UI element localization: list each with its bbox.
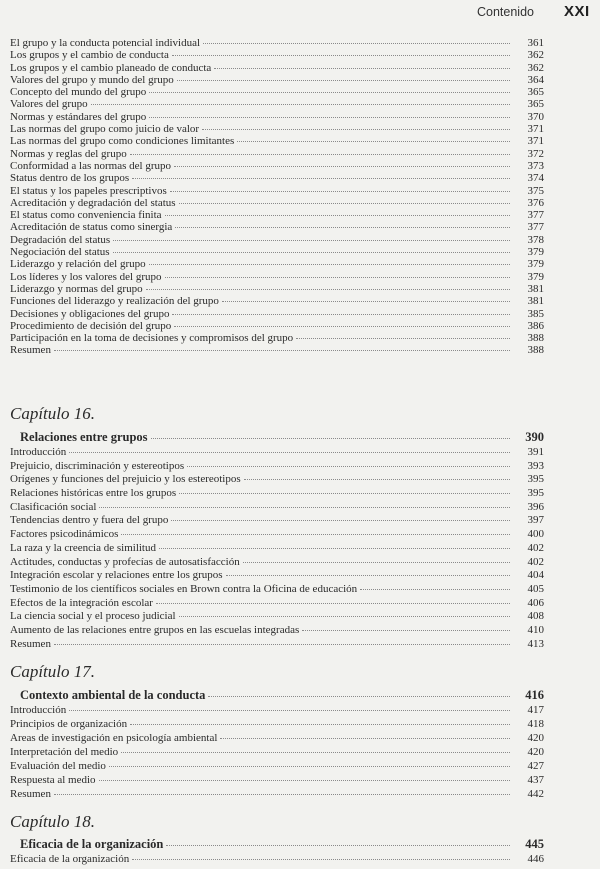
dot-leader bbox=[170, 191, 510, 192]
entry-title: Eficacia de la organización bbox=[10, 853, 130, 865]
dot-leader bbox=[175, 227, 510, 228]
entry-title: La raza y la creencia de similitud bbox=[10, 541, 156, 554]
entry-page: 413 bbox=[527, 637, 544, 650]
dot-leader bbox=[54, 794, 510, 795]
entry-page: 445 bbox=[525, 837, 544, 851]
toc-entry bbox=[10, 528, 544, 542]
entry-title: El status y los papeles prescriptivos bbox=[10, 184, 167, 197]
toc-entry bbox=[10, 295, 544, 307]
entry-title: Funciones del liderazgo y realización del grupo bbox=[10, 295, 219, 308]
entry-title: Introducción bbox=[10, 446, 67, 458]
dot-leader bbox=[149, 92, 510, 93]
entry-title: Clasificación social bbox=[10, 500, 97, 513]
entry-title: Contexto ambiental de la conducta bbox=[20, 688, 206, 702]
toc-entry bbox=[10, 732, 544, 746]
entry-page: 365 bbox=[527, 86, 544, 99]
dot-leader bbox=[226, 575, 510, 576]
toc-entry bbox=[10, 197, 544, 209]
entry-page: 388 bbox=[527, 344, 544, 357]
entry-page: 381 bbox=[527, 282, 544, 295]
entry-page: 376 bbox=[527, 196, 544, 209]
dot-leader bbox=[214, 68, 510, 69]
dot-leader bbox=[179, 616, 510, 617]
chapter-title-entry bbox=[10, 837, 544, 853]
entry-page: 377 bbox=[527, 221, 544, 234]
dot-leader bbox=[99, 780, 510, 781]
entry-page: 418 bbox=[527, 718, 544, 730]
toc-entry bbox=[10, 234, 544, 246]
toc-entry bbox=[10, 460, 544, 474]
toc-entry bbox=[10, 542, 544, 556]
dot-leader bbox=[109, 766, 510, 767]
toc-entry bbox=[10, 221, 544, 233]
entry-title: Participación en la toma de decisiones y compromisos del grupo bbox=[10, 332, 294, 345]
dot-leader bbox=[166, 845, 510, 846]
toc-entry bbox=[10, 473, 544, 487]
dot-leader bbox=[121, 534, 510, 535]
dot-leader bbox=[130, 724, 510, 725]
entry-title: Resumen bbox=[10, 344, 51, 357]
dot-leader bbox=[172, 314, 510, 315]
chapter-17-label: Capítulo 17. bbox=[10, 662, 96, 681]
toc-entry bbox=[10, 160, 544, 172]
entry-page: 391 bbox=[527, 446, 544, 458]
entry-page: 395 bbox=[527, 473, 544, 486]
toc-entry bbox=[10, 514, 544, 528]
entry-page: 379 bbox=[527, 246, 544, 259]
entry-page: 446 bbox=[527, 853, 544, 865]
toc-entry bbox=[10, 49, 544, 61]
dot-leader bbox=[151, 438, 510, 439]
entry-page: 365 bbox=[527, 98, 544, 111]
toc-entry bbox=[10, 209, 544, 221]
entry-page: 362 bbox=[527, 61, 544, 74]
entry-page: 372 bbox=[527, 147, 544, 160]
entry-page: 388 bbox=[527, 332, 544, 345]
dot-leader bbox=[69, 452, 510, 453]
entry-page: 405 bbox=[527, 582, 544, 595]
entry-page: 420 bbox=[527, 732, 544, 744]
dot-leader bbox=[220, 738, 510, 739]
entry-page: 375 bbox=[527, 184, 544, 197]
entry-page: 379 bbox=[527, 270, 544, 283]
entry-page: 400 bbox=[527, 528, 544, 541]
toc-chapter-16 bbox=[10, 430, 544, 651]
dot-leader bbox=[146, 289, 510, 290]
entry-title: Liderazgo y normas del grupo bbox=[10, 282, 143, 295]
toc-entry bbox=[10, 185, 544, 197]
entry-title: Conformidad a las normas del grupo bbox=[10, 159, 171, 172]
entry-title: Procedimiento de decisión del grupo bbox=[10, 319, 172, 332]
dot-leader bbox=[130, 154, 510, 155]
entry-title: Prejuicio, discriminación y estereotipos bbox=[10, 459, 185, 472]
toc-entry bbox=[10, 283, 544, 295]
toc-entry bbox=[10, 148, 544, 160]
dot-leader bbox=[360, 589, 510, 590]
entry-title: Interpretación del medio bbox=[10, 746, 119, 758]
toc-entry bbox=[10, 583, 544, 597]
entry-page: 396 bbox=[527, 500, 544, 513]
dot-leader bbox=[203, 43, 510, 44]
dot-leader bbox=[174, 326, 510, 327]
entry-page: 377 bbox=[527, 209, 544, 222]
dot-leader bbox=[222, 301, 510, 302]
entry-page: 442 bbox=[527, 788, 544, 800]
entry-page: 373 bbox=[527, 159, 544, 172]
toc-entry bbox=[10, 271, 544, 283]
entry-page: 402 bbox=[527, 555, 544, 568]
entry-title: Las normas del grupo como condiciones limitantes bbox=[10, 135, 235, 148]
toc-entry bbox=[10, 556, 544, 570]
entry-title: Relaciones entre grupos bbox=[20, 430, 148, 444]
entry-title: Respuesta al medio bbox=[10, 774, 96, 786]
entry-title: Normas y reglas del grupo bbox=[10, 147, 127, 160]
dot-leader bbox=[165, 215, 510, 216]
dot-leader bbox=[149, 117, 510, 118]
dot-leader bbox=[208, 696, 510, 697]
entry-title: Tendencias dentro y fuera del grupo bbox=[10, 514, 169, 527]
toc-entry bbox=[10, 74, 544, 86]
dot-leader bbox=[244, 479, 510, 480]
toc-chapter-17 bbox=[10, 688, 544, 802]
toc-entry bbox=[10, 597, 544, 611]
dot-leader bbox=[149, 264, 510, 265]
chapter-16-label: Capítulo 16. bbox=[10, 404, 96, 423]
dot-leader bbox=[54, 644, 510, 645]
dot-leader bbox=[54, 350, 510, 351]
entry-page: 361 bbox=[527, 37, 544, 49]
entry-title: Resumen bbox=[10, 788, 51, 800]
toc-entry bbox=[10, 258, 544, 270]
entry-page: 393 bbox=[527, 459, 544, 472]
entry-page: 390 bbox=[525, 430, 544, 444]
entry-title: Valores del grupo y mundo del grupo bbox=[10, 73, 174, 86]
toc-entry bbox=[10, 718, 544, 732]
entry-title: Los líderes y los valores del grupo bbox=[10, 270, 162, 283]
toc-entry bbox=[10, 135, 544, 147]
entry-page: 385 bbox=[527, 307, 544, 320]
entry-title: Relaciones históricas entre los grupos bbox=[10, 487, 177, 500]
entry-page: 364 bbox=[527, 73, 544, 86]
dot-leader bbox=[91, 104, 510, 105]
entry-title: Introducción bbox=[10, 704, 67, 716]
dot-leader bbox=[69, 710, 510, 711]
dot-leader bbox=[171, 520, 510, 521]
entry-title: Integración escolar y relaciones entre los grupos bbox=[10, 569, 223, 582]
toc-entry bbox=[10, 98, 544, 110]
entry-page: 381 bbox=[527, 295, 544, 308]
entry-title: Eficacia de la organización bbox=[20, 837, 164, 851]
entry-page: 397 bbox=[527, 514, 544, 527]
chapter-18-label: Capítulo 18. bbox=[10, 812, 96, 831]
entry-title: La ciencia social y el proceso judicial bbox=[10, 610, 176, 623]
entry-page: 410 bbox=[527, 623, 544, 636]
entry-page: 417 bbox=[527, 704, 544, 716]
dot-leader bbox=[243, 562, 510, 563]
running-header-title: Contenido bbox=[477, 5, 534, 19]
entry-page: 406 bbox=[527, 596, 544, 609]
entry-title: Liderazgo y relación del grupo bbox=[10, 258, 146, 271]
dot-leader bbox=[179, 203, 510, 204]
toc-entry bbox=[10, 123, 544, 135]
toc-entry bbox=[10, 344, 544, 356]
entry-title: Las normas del grupo como juicio de valor bbox=[10, 123, 200, 136]
toc-entry bbox=[10, 172, 544, 184]
toc-entry bbox=[10, 760, 544, 774]
entry-title: El grupo y la conducta potencial individual bbox=[10, 37, 201, 49]
entry-title: Degradación del status bbox=[10, 233, 111, 246]
entry-page: 370 bbox=[527, 110, 544, 123]
entry-title: Testimonio de los científicos sociales en Brown contra la Oficina de educación bbox=[10, 582, 358, 595]
toc-entry bbox=[10, 746, 544, 760]
toc-entry bbox=[10, 111, 544, 123]
entry-title: Status dentro de los grupos bbox=[10, 172, 130, 185]
toc-entry bbox=[10, 308, 544, 320]
entry-page: 371 bbox=[527, 135, 544, 148]
toc-entry bbox=[10, 487, 544, 501]
dot-leader bbox=[132, 859, 510, 860]
entry-title: Factores psicodinámicos bbox=[10, 528, 119, 541]
dot-leader bbox=[172, 55, 510, 56]
entry-title: Efectos de la integración escolar bbox=[10, 596, 153, 609]
dot-leader bbox=[99, 507, 510, 508]
dot-leader bbox=[132, 178, 510, 179]
toc-entry bbox=[10, 774, 544, 788]
entry-title: Los grupos y el cambio de conducta bbox=[10, 49, 169, 62]
toc-entry bbox=[10, 320, 544, 332]
dot-leader bbox=[174, 166, 510, 167]
entry-page: 379 bbox=[527, 258, 544, 271]
dot-leader bbox=[113, 252, 510, 253]
entry-page: 362 bbox=[527, 49, 544, 62]
entry-page: 371 bbox=[527, 123, 544, 136]
toc-entry bbox=[10, 610, 544, 624]
entry-page: 420 bbox=[527, 746, 544, 758]
dot-leader bbox=[159, 548, 510, 549]
entry-title: El status como conveniencia finita bbox=[10, 209, 162, 222]
entry-page: 427 bbox=[527, 760, 544, 772]
dot-leader bbox=[113, 240, 510, 241]
toc-entry bbox=[10, 246, 544, 258]
page-number: XXI bbox=[564, 3, 590, 20]
toc-entry bbox=[10, 704, 544, 718]
toc-entry bbox=[10, 853, 544, 867]
entry-title: Acreditación y degradación del status bbox=[10, 196, 176, 209]
entry-page: 437 bbox=[527, 774, 544, 786]
entry-page: 395 bbox=[527, 487, 544, 500]
entry-title: Actitudes, conductas y profecías de autosatisfacción bbox=[10, 555, 240, 568]
toc-entry bbox=[10, 624, 544, 638]
toc-entry bbox=[10, 788, 544, 802]
entry-title: Resumen bbox=[10, 637, 51, 650]
entry-title: Principios de organización bbox=[10, 718, 128, 730]
chapter-title-entry bbox=[10, 688, 544, 704]
entry-page: 404 bbox=[527, 569, 544, 582]
dot-leader bbox=[187, 466, 510, 467]
entry-title: Valores del grupo bbox=[10, 98, 88, 111]
entry-title: Areas de investigación en psicología ambiental bbox=[10, 732, 218, 744]
entry-title: Los grupos y el cambio planeado de conducta bbox=[10, 61, 212, 74]
entry-title: Evaluación del medio bbox=[10, 760, 106, 772]
dot-leader bbox=[177, 80, 510, 81]
dot-leader bbox=[179, 493, 510, 494]
toc-entry bbox=[10, 62, 544, 74]
entry-title: Negociación del status bbox=[10, 246, 110, 259]
toc-entry bbox=[10, 37, 544, 49]
toc-section-continued bbox=[10, 37, 544, 357]
entry-title: Concepto del mundo del grupo bbox=[10, 86, 147, 99]
dot-leader bbox=[165, 277, 510, 278]
entry-title: Aumento de las relaciones entre grupos en las escuelas integradas bbox=[10, 623, 300, 636]
dot-leader bbox=[156, 603, 510, 604]
entry-title: Acreditación de status como sinergia bbox=[10, 221, 173, 234]
entry-title: Decisiones y obligaciones del grupo bbox=[10, 307, 170, 320]
dot-leader bbox=[237, 141, 510, 142]
entry-title: Orígenes y funciones del prejuicio y los estereotipos bbox=[10, 473, 241, 486]
entry-page: 386 bbox=[527, 319, 544, 332]
entry-page: 416 bbox=[525, 688, 544, 702]
entry-page: 408 bbox=[527, 610, 544, 623]
entry-title: Normas y estándares del grupo bbox=[10, 110, 147, 123]
chapter-title-entry bbox=[10, 430, 544, 446]
toc-entry bbox=[10, 569, 544, 583]
entry-page: 402 bbox=[527, 541, 544, 554]
toc-entry bbox=[10, 332, 544, 344]
toc-entry bbox=[10, 638, 544, 652]
dot-leader bbox=[296, 338, 510, 339]
entry-page: 378 bbox=[527, 233, 544, 246]
toc-entry bbox=[10, 501, 544, 515]
toc-entry bbox=[10, 86, 544, 98]
entry-page: 374 bbox=[527, 172, 544, 185]
dot-leader bbox=[302, 630, 510, 631]
dot-leader bbox=[202, 129, 510, 130]
toc-entry bbox=[10, 446, 544, 460]
dot-leader bbox=[121, 752, 510, 753]
toc-chapter-18 bbox=[10, 837, 544, 867]
